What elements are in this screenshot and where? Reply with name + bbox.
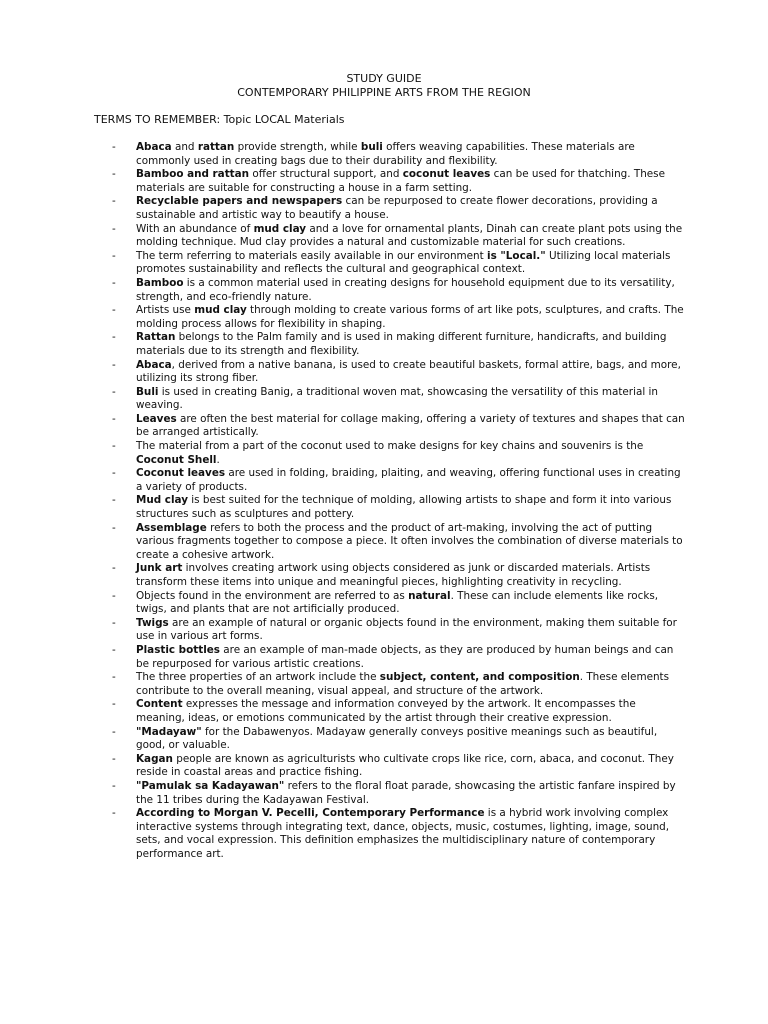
term-bold-phrase: mud clay: [194, 304, 247, 317]
term-list-item: [0, 644, 686, 671]
term-text: [136, 562, 650, 588]
doc-title-line1: STUDY GUIDE: [346, 72, 422, 85]
term-phrase: and: [171, 141, 198, 153]
term-text: [136, 277, 675, 303]
term-bold-phrase: "Madayaw": [136, 725, 202, 738]
term-phrase: Artists use: [136, 304, 195, 317]
term-phrase: . These can include elements like rocks, twigs, and plants that are not artificially produced.: [136, 589, 659, 616]
term-list-item: [0, 331, 686, 358]
term-phrase: people are known as agriculturists who cultivate crops like rice, corn, abaca, and coconut. They reside in coastal areas and practice fishing.: [136, 752, 674, 779]
bullet-dash: -: [112, 752, 116, 765]
term-text: [136, 141, 635, 167]
term-bold-phrase: is "Local.": [487, 249, 546, 262]
term-list-item: [0, 494, 686, 521]
term-list-item: [0, 359, 686, 386]
term-text: [136, 698, 636, 724]
term-list-item: [0, 562, 686, 589]
term-bold-phrase: coconut leaves: [402, 168, 491, 181]
bullet-dash: -: [112, 168, 116, 181]
term-bold-phrase: Bamboo and rattan: [136, 168, 250, 181]
term-text: [136, 522, 683, 561]
term-list-item: [0, 807, 686, 861]
bullet-dash: -: [112, 698, 116, 711]
term-phrase: belongs to the Palm family and is used in making different furniture, handicrafts, and building materials due to its strength and flexibility.: [136, 331, 667, 357]
bullet-dash: -: [112, 141, 116, 153]
term-list-item: [0, 386, 686, 413]
term-list-item: [0, 780, 686, 807]
term-phrase: refers to the floral float parade, showcasing the artistic fanfare inspired by the 11 tribes during the Kadayawan Festival.: [136, 779, 676, 806]
bullet-dash: -: [112, 562, 116, 575]
term-bold-phrase: According to Morgan V. Pecelli, Contemporary Performance: [136, 807, 485, 820]
term-text: [136, 386, 658, 412]
term-list-item: [0, 522, 686, 563]
term-list-item: [0, 223, 686, 250]
term-text: [136, 590, 658, 616]
bullet-dash: -: [112, 222, 116, 235]
term-bold-phrase: Recyclable papers and newspapers: [136, 195, 343, 208]
bullet-dash: -: [112, 494, 116, 507]
bullet-dash: -: [112, 385, 116, 398]
term-list-item: [0, 698, 686, 725]
term-list-item: [0, 250, 686, 277]
term-text: [136, 304, 684, 330]
term-text: [136, 494, 671, 520]
doc-title-line2: CONTEMPORARY PHILIPPINE ARTS FROM THE REGION: [237, 86, 531, 99]
term-phrase: are an example of man-made objects, as they are produced by human beings and can be repurposed for various artistic creations.: [136, 643, 674, 670]
term-bold-phrase: natural: [408, 589, 451, 602]
term-phrase: and a love for ornamental plants, Dinah can create plant pots using the molding technique. Mud clay provides a natural and customizable material for such creations.: [136, 222, 683, 249]
term-list-item: [0, 440, 686, 467]
bullet-dash: -: [112, 249, 116, 262]
term-text: [136, 331, 666, 357]
term-list-item: [0, 141, 686, 168]
term-text: [136, 359, 681, 385]
term-bold-phrase: Twigs: [136, 616, 169, 629]
bullet-dash: -: [112, 643, 116, 656]
term-bold-phrase: Buli: [136, 385, 159, 398]
bullet-dash: -: [112, 412, 116, 425]
bullet-dash: -: [112, 440, 116, 453]
term-phrase: is a hybrid work involving complex interactive systems through integrating text, dance, objects, music, costumes, lighting, image, sound, sets, and vocal expression. This definition emphasizes the multidisciplinary nature of contemporary performance art.: [136, 807, 670, 860]
bullet-dash: -: [112, 616, 116, 629]
term-phrase: offer structural support, and: [249, 168, 403, 181]
bullet-dash: -: [112, 358, 116, 371]
term-text: [136, 223, 682, 249]
term-text: [136, 617, 677, 643]
bullet-dash: -: [112, 779, 116, 792]
term-text: [136, 195, 658, 221]
term-list-item: [0, 277, 686, 304]
term-phrase: . These elements contribute to the overall meaning, visual appeal, and structure of the artwork.: [136, 671, 670, 697]
term-phrase: .: [216, 453, 220, 466]
term-phrase: Objects found in the environment are referred to as: [136, 589, 409, 602]
term-phrase: With an abundance of: [136, 222, 254, 235]
terms-heading: TERMS TO REMEMBER: Topic LOCAL Materials: [94, 113, 345, 126]
term-bold-phrase: mud clay: [253, 222, 307, 235]
term-phrase: offers weaving capabilities. These materials are commonly used in creating bags due to their durability and flexibility.: [136, 141, 635, 167]
term-phrase: are often the best material for collage making, offering a variety of textures and shapes that can be arranged artistically.: [136, 412, 685, 439]
bullet-dash: -: [112, 195, 116, 208]
bullet-dash: -: [112, 807, 116, 820]
bullet-dash: -: [112, 276, 116, 289]
term-phrase: is a common material used in creating designs for household equipment due to its versatility, strength, and eco-friendly nature.: [136, 276, 675, 303]
term-bold-phrase: Mud clay: [136, 494, 188, 507]
term-list-item: [0, 413, 686, 440]
term-text: [136, 644, 673, 670]
term-text: [136, 807, 669, 860]
term-phrase: The material from a part of the coconut used to make designs for key chains and souvenirs is the: [136, 440, 644, 453]
term-bold-phrase: "Pamulak sa Kadayawan": [136, 779, 285, 792]
term-bold-phrase: Abaca: [136, 358, 172, 371]
term-phrase: can be used for thatching. These materials are suitable for constructing a house in a farm setting.: [136, 168, 665, 194]
term-list-item: [0, 195, 686, 222]
bullet-dash: -: [112, 467, 116, 480]
term-list-item: [0, 168, 686, 195]
term-list-item: [0, 671, 686, 698]
term-phrase: expresses the message and information conveyed by the artwork. It encompasses the meaning, ideas, or emotions communicated by the artist through their creative expression.: [136, 698, 636, 724]
term-phrase: are an example of natural or organic objects found in the environment, making them suitable for use in various art forms.: [136, 616, 677, 643]
term-bold-phrase: rattan: [197, 141, 235, 153]
term-list-item: [0, 617, 686, 644]
term-bold-phrase: Rattan: [136, 331, 176, 344]
term-bold-phrase: Bamboo: [136, 276, 184, 289]
term-text: [136, 671, 669, 697]
term-bold-phrase: buli: [360, 141, 383, 153]
term-bold-phrase: subject, content, and composition: [379, 671, 580, 684]
term-phrase: The three properties of an artwork include the: [136, 671, 380, 684]
term-phrase: is best suited for the technique of molding, allowing artists to shape and form it into various structures such as sculptures and pottery.: [136, 494, 672, 521]
term-text: [136, 413, 685, 439]
term-bold-phrase: Coconut leaves: [136, 467, 226, 480]
bullet-dash: -: [112, 331, 116, 344]
term-text: [136, 780, 676, 806]
bullet-dash: -: [112, 304, 116, 317]
term-phrase: is used in creating Banig, a traditional woven mat, showcasing the versatility of this material in weaving.: [136, 385, 658, 412]
bullet-dash: -: [112, 521, 116, 534]
term-bold-phrase: Leaves: [136, 412, 177, 425]
term-phrase: for the Dabawenyos. Madayaw generally conveys positive meanings such as beautiful, good, or valuable.: [136, 725, 658, 752]
term-phrase: , derived from a native banana, is used to create beautiful baskets, formal attire, bags, and more, utilizing its strong fiber.: [136, 358, 681, 385]
term-phrase: are used in folding, braiding, plaiting, and weaving, offering functional uses in creating a variety of products.: [136, 467, 681, 493]
term-text: [136, 753, 674, 779]
term-bold-phrase: Junk art: [136, 562, 183, 575]
term-phrase: The term referring to materials easily available in our environment: [136, 249, 488, 262]
term-list-item: [0, 467, 686, 494]
term-bold-phrase: Abaca: [136, 141, 172, 153]
term-text: [136, 467, 681, 493]
term-list-item: [0, 726, 686, 753]
term-phrase: refers to both the process and the product of art-making, involving the act of putting various fragments together to compose a piece. It often involves the combination of diverse materials to create a cohesive artwork.: [136, 521, 683, 561]
terms-list: [0, 141, 768, 861]
term-phrase: Utilizing local materials promotes sustainability and reflects the cultural and geographical context.: [136, 249, 671, 276]
term-phrase: involves creating artwork using objects considered as junk or discarded materials. Artists transform these items into unique and meaningful pieces, highlighting creativity in recycling.: [136, 562, 651, 588]
term-list-item: [0, 304, 686, 331]
term-bold-phrase: Kagan: [136, 752, 173, 765]
term-text: [136, 250, 670, 276]
term-text: [136, 168, 665, 194]
bullet-dash: -: [112, 671, 116, 684]
term-text: [136, 726, 657, 752]
term-bold-phrase: Content: [136, 698, 183, 711]
term-bold-phrase: Plastic bottles: [136, 643, 220, 656]
term-bold-phrase: Coconut Shell: [136, 453, 217, 466]
term-phrase: provide strength, while: [234, 141, 361, 153]
term-text: [136, 440, 643, 466]
bullet-dash: -: [112, 725, 116, 738]
term-phrase: through molding to create various forms of art like pots, sculptures, and crafts. The molding process allows for flexibility in shaping.: [136, 304, 684, 330]
term-phrase: can be repurposed to create flower decorations, providing a sustainable and artistic way to beautify a house.: [136, 195, 658, 221]
term-bold-phrase: Assemblage: [136, 521, 207, 534]
term-list-item: [0, 753, 686, 780]
bullet-dash: -: [112, 589, 116, 602]
term-list-item: [0, 590, 686, 617]
